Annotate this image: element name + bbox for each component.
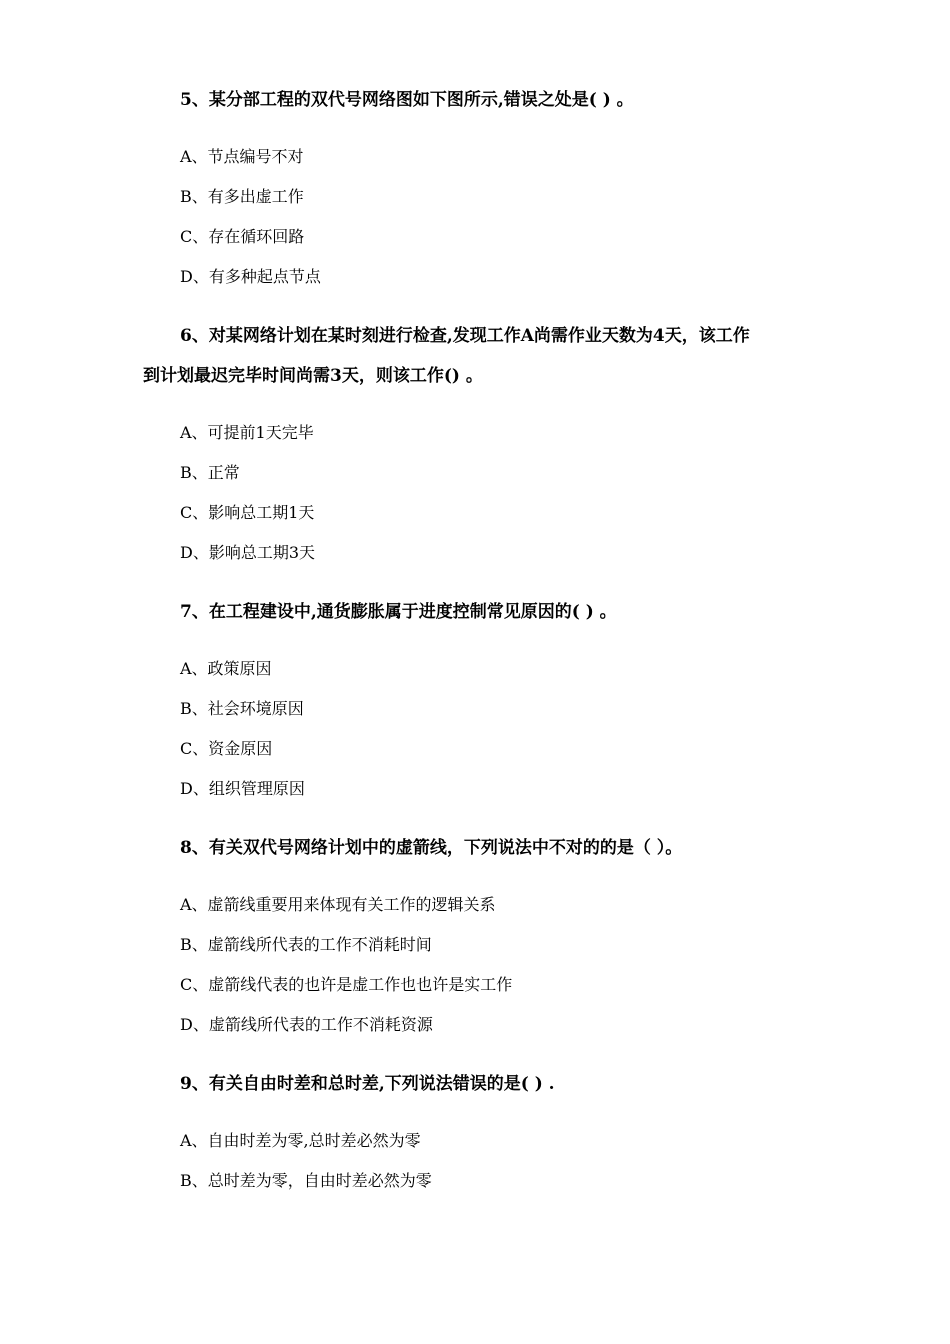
question-7-stem: 7、在工程建设中,通货膨胀属于进度控制常见原因的( ) 。 xyxy=(180,602,617,622)
question-6-option-b: B、正常 xyxy=(180,463,240,482)
question-5-option-a: A、节点编号不对 xyxy=(180,147,304,166)
question-8-stem: 8、有关双代号网络计划中的虚箭线，下列说法中不对的的是（ ）。 xyxy=(180,838,683,858)
question-6-stem-continued: 到计划最迟完毕时间尚需3天，则该工作() 。 xyxy=(143,366,483,386)
question-8-option-b: B、虚箭线所代表的工作不消耗时间 xyxy=(180,935,432,954)
question-9-option-a: A、自由时差为零,总时差必然为零 xyxy=(180,1131,421,1150)
question-8-option-d: D、虚箭线所代表的工作不消耗资源 xyxy=(180,1015,433,1034)
question-5-option-c: C、存在循环回路 xyxy=(180,227,305,246)
question-5-option-b: B、有多出虚工作 xyxy=(180,187,304,206)
question-6-option-c: C、影响总工期1天 xyxy=(180,503,315,522)
question-5-option-d: D、有多种起点节点 xyxy=(180,267,321,286)
question-9-stem: 9、有关自由时差和总时差,下列说法错误的是( ) . xyxy=(180,1074,555,1094)
question-7-option-b: B、社会环境原因 xyxy=(180,699,304,718)
question-6-stem: 6、对某网络计划在某时刻进行检查,发现工作A尚需作业天数为4天，该工作 xyxy=(180,326,750,346)
question-7-option-a: A、政策原因 xyxy=(180,659,272,678)
question-8-option-a: A、虚箭线重要用来体现有关工作的逻辑关系 xyxy=(180,895,496,914)
question-6-option-d: D、影响总工期3天 xyxy=(180,543,316,562)
question-8-option-c: C、虚箭线代表的也许是虚工作也也许是实工作 xyxy=(180,975,513,994)
question-5-stem: 5、某分部工程的双代号网络图如下图所示,错误之处是( ) 。 xyxy=(180,90,634,110)
question-6-option-a: A、可提前1天完毕 xyxy=(180,423,314,442)
question-7-option-d: D、组织管理原因 xyxy=(180,779,305,798)
question-9-option-b: B、总时差为零，自由时差必然为零 xyxy=(180,1171,432,1190)
question-7-option-c: C、资金原因 xyxy=(180,739,273,758)
